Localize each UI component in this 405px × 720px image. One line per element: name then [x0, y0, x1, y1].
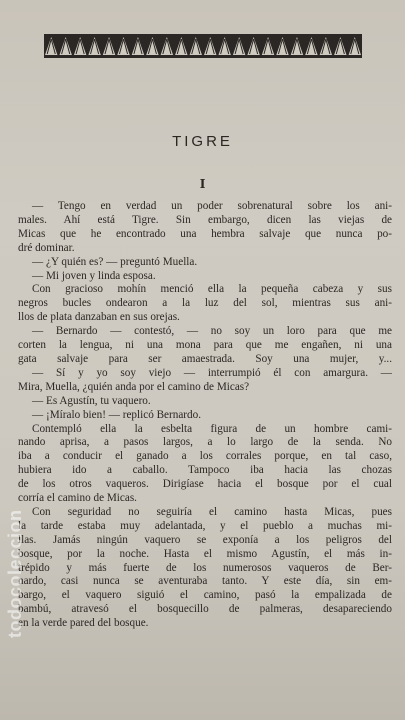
text-line: Mira, Muella, ¿quién anda por el camino de Micas?	[18, 380, 250, 393]
ornamental-header-band	[44, 34, 362, 58]
text-line: nardo, casi nunca se aventuraba tanto. Y este día, sin em-	[18, 575, 392, 588]
text-line: — Bernardo — contestó, — no soy un loro para que me	[32, 325, 392, 338]
text-line: corría el camino de Micas.	[18, 492, 137, 505]
text-line: llos de plata danzaban en sus orejas.	[18, 311, 180, 324]
text-line: iba a conducir el ganado a los corrales porque, en tal caso,	[18, 450, 392, 463]
text-line: dré dominar.	[18, 241, 75, 254]
watermark-logo: todocoleccion	[5, 509, 25, 638]
text-line: Con seguridad no seguiría el camino hasta Micas, pues	[32, 505, 392, 518]
text-line: llas. Jamás ningún vaquero se exponía a los peligros del	[18, 533, 392, 546]
text-line: Micas que he encontrado una hembra salvaje que nunca po-	[18, 227, 392, 240]
chapter-title: TIGRE	[172, 133, 233, 150]
text-line: — Sí y yo soy viejo — interrumpió él con amargura. —	[32, 366, 392, 379]
text-line: — Mi joven y linda esposa.	[32, 269, 156, 282]
text-line: hubiera ido a caballo. Tampoco iba hacia las chozas	[18, 464, 392, 477]
text-line: bambú, atravesó el bosquecillo de palmeras, desapareciendo	[18, 603, 392, 616]
text-line: en la verde pared del bosque.	[18, 617, 149, 630]
text-line: — ¿Y quién es? — preguntó Muella.	[32, 255, 198, 268]
text-line: Contempló ella la esbelta figura de un hombre cami-	[32, 422, 392, 435]
text-line: bosque, por la noche. Hasta el mismo Agustín, el más in-	[18, 547, 392, 560]
text-line: de los otros vaqueros. Dirigíase hacia el bosque por el cual	[18, 478, 392, 491]
text-line: corten la lengua, ni una mona para que me engañen, ni una	[18, 339, 392, 352]
text-line: negros bucles ondearon a la luz del sol, mientras sus ani-	[18, 297, 392, 310]
text-line: nando aprisa, a pasos largos, a lo largo de la senda. No	[18, 436, 392, 449]
text-line: bargo, el vaquero siguió el camino, pasó la empalizada de	[18, 589, 392, 602]
text-line: males. Ahí está Tigre. Sin embargo, dicen las viejas de	[18, 213, 392, 226]
text-line: — Tengo en verdad un poder sobrenatural sobre los ani-	[32, 200, 392, 212]
text-line: — ¡Míralo bien! — replicó Bernardo.	[32, 408, 202, 421]
text-line: Con gracioso mohín menció ella la pequeña cabeza y sus	[32, 283, 392, 296]
chapter-body-text	[18, 200, 392, 631]
text-line: gata salvaje para ser amaestrada. Soy una mujer, y...	[18, 352, 392, 365]
section-number: I	[199, 177, 206, 191]
text-line: la tarde estaba muy adelantada, y el pueblo a muchas mi-	[18, 519, 392, 532]
text-line: trépido y más fuerte de los numerosos vaqueros de Ber-	[18, 561, 392, 574]
text-line: — Es Agustín, tu vaquero.	[32, 394, 151, 407]
